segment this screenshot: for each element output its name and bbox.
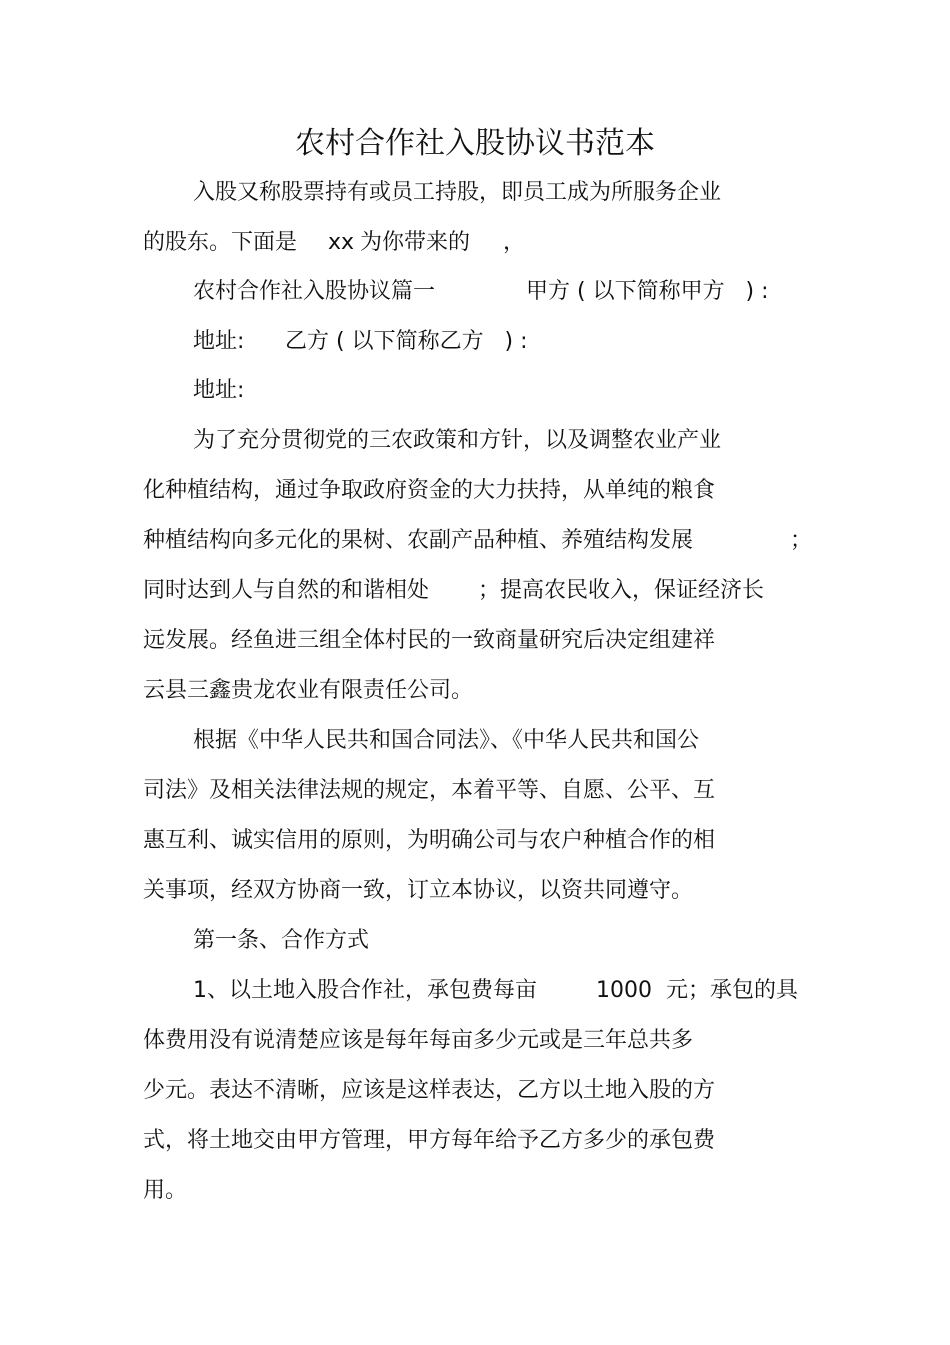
party-a-label: 甲方 ( 以下简称甲方 ) :: [526, 279, 769, 304]
article1-line1-start: 1、以土地入股合作社，承包费每亩: [193, 978, 537, 1003]
intro-line-2-start: 的股东。下面是: [143, 230, 298, 255]
fee-amount: 1000: [596, 978, 652, 1003]
address-label-b: 地址:: [193, 378, 245, 403]
intro-placeholder: xx: [328, 230, 355, 255]
para2-line: 司法》及相关法律法规的规定，本着平等、自愿、公平、互: [143, 778, 716, 803]
article-1-heading: 第一条、合作方式: [193, 928, 370, 953]
para1-line: 种植结构向多元化的果树、农副产品种植、养殖结构发展: [143, 528, 694, 553]
para1-line: 同时达到人与自然的和谐相处: [143, 578, 430, 603]
article1-line: 少元。表达不清晰，应该是这样表达，乙方以土地入股的方: [143, 1078, 716, 1103]
party-b-label: 乙方 ( 以下简称乙方 ) :: [285, 329, 528, 354]
agreement-heading: 农村合作社入股协议篇一: [193, 279, 436, 304]
article1-line1-end: 元；承包的具: [666, 978, 799, 1003]
para1-line: 化种植结构，通过争取政府资金的大力扶持，从单纯的粮食: [143, 478, 716, 503]
para1-semicolon: ；: [790, 528, 813, 553]
intro-line-1: 入股又称股票持有或员工持股，即员工成为所服务企业: [193, 180, 722, 205]
para2-line: 根据《中华人民共和国合同法》、《中华人民共和国公: [193, 728, 700, 753]
para2-line: 惠互利、诚实信用的原则，为明确公司与农户种植合作的相: [143, 828, 716, 853]
intro-line-2-mid: 为你带来的: [360, 230, 471, 255]
para2-line: 关事项，经双方协商一致，订立本协议，以资共同遵守。: [143, 878, 694, 903]
para1-line: 为了充分贯彻党的三农政策和方针，以及调整农业产业: [193, 428, 722, 453]
document-title: 农村合作社入股协议书范本: [295, 126, 655, 161]
para1-line: 远发展。经鱼进三组全体村民的一致商量研究后决定组建祥: [143, 628, 716, 653]
article1-line: 体费用没有说清楚应该是每年每亩多少元或是三年总共多: [143, 1028, 694, 1053]
address-label-a: 地址:: [193, 329, 245, 354]
intro-line-2-end: ，: [503, 230, 526, 255]
article1-line: 式，将土地交由甲方管理，甲方每年给予乙方多少的承包费: [143, 1128, 716, 1153]
para1-line: 云县三鑫贵龙农业有限责任公司。: [143, 678, 474, 703]
para1-line-continuation: ；提高农民收入，保证经济长: [478, 578, 765, 603]
article1-line: 用。: [143, 1178, 188, 1203]
